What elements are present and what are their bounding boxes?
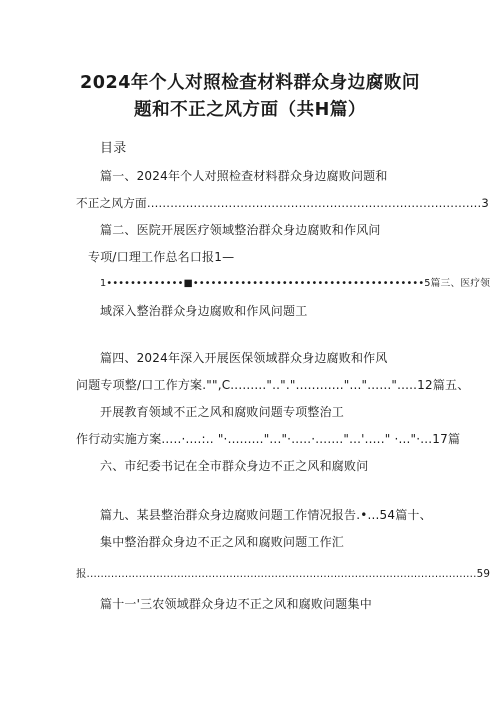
toc-line: 篇十一'三农领域群众身边不正之风和腐败问题集中 bbox=[100, 597, 372, 611]
document-title-line-2: 题和不正之风方面（共H篇） bbox=[134, 100, 366, 120]
toc-line: 专项/口理工作总名口报1— bbox=[88, 250, 235, 264]
toc-line: 作行动实施方案.....·....:.. "·........."..."·.....·......."...'....." ·..."·...17篇 bbox=[76, 432, 461, 446]
toc-line: 开展教育领域不正之风和腐败问题专项整治工 bbox=[100, 405, 345, 419]
document-title-line-1: 2024年个人对照检查材料群众身边腐败问 bbox=[80, 73, 420, 93]
toc-line: 域深入整治群众身边腐败和作风问题工 bbox=[100, 304, 308, 318]
toc-line: 报................................................................................................................59 bbox=[76, 568, 491, 580]
toc-heading: 目录 bbox=[100, 141, 127, 156]
toc-line: 问题专项整/口工作方案."",C.........".."."............"..."......".....12篇五、 bbox=[76, 378, 470, 392]
toc-line: 六、市纪委书记在全市群众身边不正之风和腐败问 bbox=[100, 459, 369, 473]
toc-line: 篇四、2024年深入开展医保领域群众身边腐败和作风 bbox=[100, 351, 388, 365]
toc-line: 不正之风方面......................................................................................3 bbox=[76, 196, 490, 210]
toc-line: 1•••••••••••••■•••••••••••••••••••••••••••••••••••••••5篇三、医疗领 bbox=[100, 278, 491, 289]
toc-line: 集中整治群众身边不正之风和腐败问题工作汇 bbox=[100, 535, 345, 549]
toc-line: 篇二、医院开展医疗领域整治群众身边腐败和作风问 bbox=[100, 223, 381, 237]
toc-line: 篇一、2024年个人对照检查材料群众身边腐败问题和 bbox=[100, 169, 388, 183]
toc-line: 篇九、某县整治群众身边腐败问题工作情况报告.•...54篇十、 bbox=[100, 508, 432, 522]
